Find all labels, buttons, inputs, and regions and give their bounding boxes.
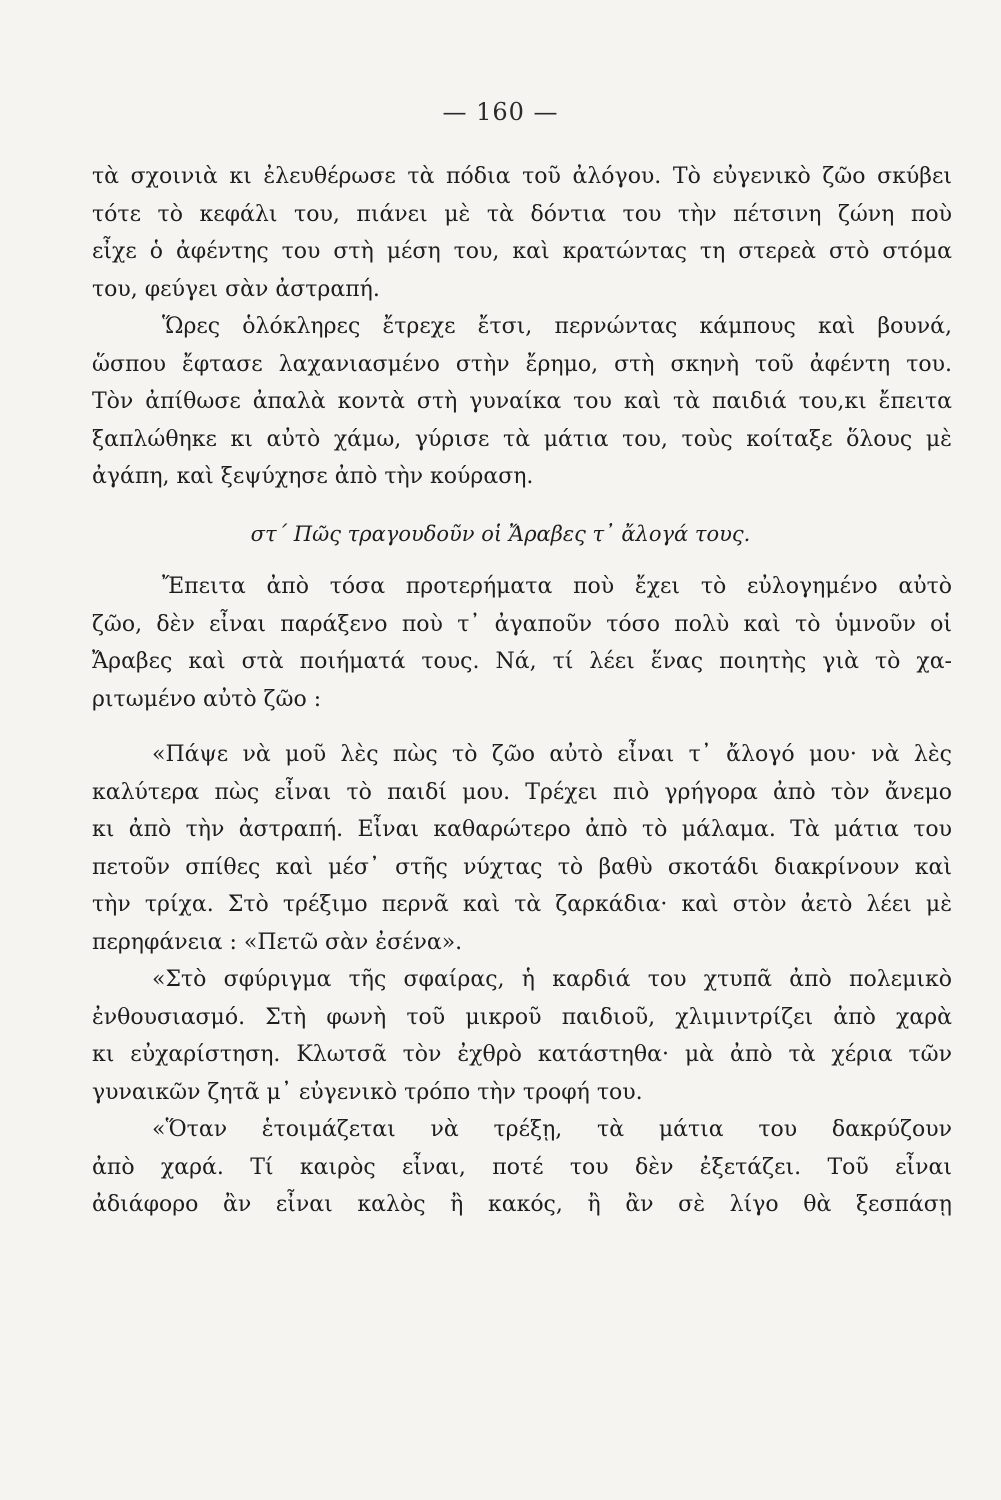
text-line: του, φεύγει σὰν ἀστραπή. — [92, 276, 380, 302]
text-line: ἀπὸ χαρά. Τί καιρὸς εἶναι, ποτέ του δὲν ἐξετάζει. Τοῦ εἶναι — [92, 1154, 952, 1180]
text-line: Ὥρες ὁλόκληρες ἔτρεχε ἔτσι, περνώντας κάμπους καὶ βουνά, — [162, 314, 952, 339]
paragraph-3 — [92, 568, 952, 718]
text-line: τότε τὸ κεφάλι του, πιάνει μὲ τὰ δόντια του τὴν πέτσινη ζώνη ποὺ — [92, 201, 952, 227]
text-line: κι ἀπὸ τὴν ἀστραπή. Εἶναι καθαρώτερο ἀπὸ τὸ μάλαμα. Τὰ μάτια του — [92, 817, 952, 842]
text-line: ὥσπου ἔφτασε λαχανιασμένο στὴν ἔρημο, στὴ σκηνὴ τοῦ ἀφέντη του. — [92, 351, 952, 377]
text-line: πετοῦν σπίθες καὶ μέσ᾽ στῆς νύχτας τὸ βαθὺ σκοτάδι διακρίνουν καὶ — [92, 854, 952, 880]
paragraph-4 — [92, 736, 952, 961]
paragraph-6 — [92, 1111, 952, 1224]
text-line: Ἄραβες καὶ στὰ ποιήματά τους. Νά, τί λέει ἕνας ποιητὴς γιὰ τὸ χα- — [92, 649, 952, 674]
text-line: γυναικῶν ζητᾶ μ᾽ εὐγενικὸ τρόπο τὴν τροφή του. — [92, 1079, 643, 1105]
text-line: εἶχε ὁ ἀφέντης του στὴ μέση του, καὶ κρατώντας τη στερεὰ στὸ στόμα — [92, 239, 952, 264]
text-line: τὴν τρίχα. Στὸ τρέξιμο περνᾶ καὶ τὰ ζαρκάδια· καὶ στὸν ἀετὸ λέει μὲ — [92, 892, 952, 917]
text-line: «Ὅταν ἑτοιμάζεται νὰ τρέξῃ, τὰ μάτια του δακρύζουν — [152, 1117, 952, 1142]
section-heading: στ΄ Πῶς τραγουδοῦν οἱ Ἄραβες τ᾽ ἄλογά τους. — [250, 522, 751, 546]
text-line: ἀγάπη, καὶ ξεψύχησε ἀπὸ τὴν κούραση. — [92, 464, 534, 489]
text-line: «Πάψε νὰ μοῦ λὲς πὼς τὸ ζῶο αὐτὸ εἶναι τ᾽ ἄλογό μου· νὰ λὲς — [152, 742, 952, 767]
text-line: καλύτερα πὼς εἶναι τὸ παιδί μου. Τρέχει πιὸ γρήγορα ἀπὸ τὸν ἄνεμο — [92, 779, 952, 805]
paragraph-5 — [92, 961, 952, 1111]
text-line: τὰ σχοινιὰ κι ἐλευθέρωσε τὰ πόδια τοῦ ἀλόγου. Τὸ εὐγενικὸ ζῶο σκύβει — [92, 164, 952, 189]
text-line: Τὸν ἀπίθωσε ἀπαλὰ κοντὰ στὴ γυναίκα του καὶ τὰ παιδιά του,κι ἔπειτα — [92, 389, 952, 414]
text-line: κι εὐχαρίστηση. Κλωτσᾶ τὸν ἐχθρὸ κατάστηθα· μὰ ἀπὸ τὰ χέρια τῶν — [92, 1042, 952, 1067]
text-line: ἀδιάφορο ἂν εἶναι καλὸς ἢ κακός, ἢ ἂν σὲ λίγο θὰ ξεσπάσῃ — [92, 1192, 952, 1217]
text-line: ριτωμένο αὐτὸ ζῶο : — [92, 686, 322, 712]
text-line: Ἔπειτα ἀπὸ τόσα προτερήματα ποὺ ἔχει τὸ εὐλογημένο αὐτὸ — [162, 574, 952, 599]
text-line: ζῶο, δὲν εἶναι παράξενο ποὺ τ᾽ ἀγαποῦν τόσο πολὺ καὶ τὸ ὑμνοῦν οἱ — [92, 611, 952, 637]
text-line: ξαπλώθηκε κι αὐτὸ χάμω, γύρισε τὰ μάτια του, τοὺς κοίταξε ὅλους μὲ — [92, 426, 952, 452]
text-line: περηφάνεια : «Πετῶ σὰν ἐσένα». — [92, 929, 463, 955]
text-line: ἐνθουσιασμό. Στὴ φωνὴ τοῦ μικροῦ παιδιοῦ, χλιμιντρίζει ἀπὸ χαρὰ — [92, 1004, 952, 1030]
page-number: — 160 — — [442, 98, 559, 126]
paragraph-1 — [92, 158, 952, 308]
text-line: «Στὸ σφύριγμα τῆς σφαίρας, ἡ καρδιά του χτυπᾶ ἀπὸ πολεμικὸ — [152, 967, 952, 992]
paragraph-2 — [92, 308, 952, 496]
